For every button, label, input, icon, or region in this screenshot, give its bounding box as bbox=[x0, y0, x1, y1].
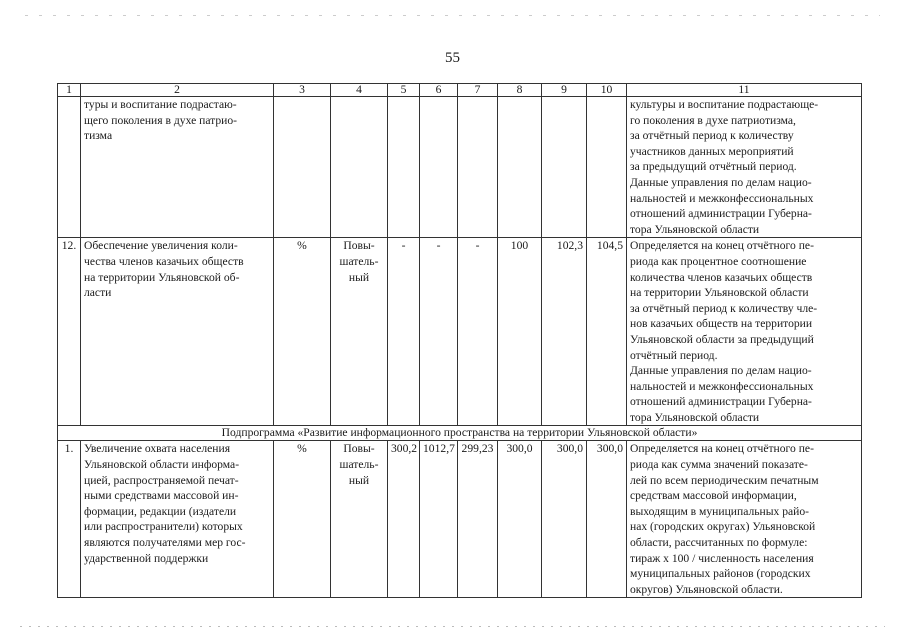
text-line: на территории Ульяновской области bbox=[630, 286, 809, 300]
text-line: тора Ульяновской области bbox=[630, 222, 760, 236]
value-cell: - bbox=[458, 238, 498, 426]
value-cell bbox=[388, 97, 420, 238]
text-line: Повы- bbox=[343, 239, 375, 253]
text-line: го поколения в духе патриотизма, bbox=[630, 113, 796, 127]
text-line: шатель- bbox=[339, 254, 379, 268]
text-line: муниципальных районов (городских bbox=[630, 567, 811, 581]
text-line: на территории Ульяновской об- bbox=[84, 270, 240, 284]
value-cell: 300,0 bbox=[587, 441, 627, 598]
value-cell bbox=[458, 97, 498, 238]
scan-edge bbox=[25, 15, 880, 16]
column-header: 7 bbox=[458, 84, 498, 97]
text-line: ласти bbox=[84, 286, 112, 300]
value-cell: 299,23 bbox=[458, 441, 498, 598]
text-line: Данные управления по делам нацио- bbox=[630, 364, 812, 378]
text-line: Ульяновской области информа- bbox=[84, 458, 240, 472]
text-line: тора Ульяновской области bbox=[630, 410, 760, 424]
text-line: тираж х 100 / численность населения bbox=[630, 551, 814, 565]
text-line: выходящим в муниципальных райо- bbox=[630, 504, 810, 518]
type-cell bbox=[331, 441, 388, 598]
text-line: щего поколения в духе патрио- bbox=[84, 113, 238, 127]
text-line: области, рассчитанных по формуле: bbox=[630, 536, 808, 550]
method-description bbox=[627, 238, 862, 426]
text-line: туры и воспитание подрастаю- bbox=[84, 98, 237, 111]
text-line: ными средствами массовой ин- bbox=[84, 489, 239, 503]
text-line: Ульяновской области за предыдущий bbox=[630, 332, 814, 346]
value-cell: - bbox=[420, 238, 458, 426]
text-line: Увеличение охвата населения bbox=[84, 442, 231, 456]
column-header: 10 bbox=[587, 84, 627, 97]
value-cell: 300,2 bbox=[388, 441, 420, 598]
unit-cell: % bbox=[274, 441, 331, 598]
scan-edge bbox=[20, 626, 885, 627]
column-header: 3 bbox=[274, 84, 331, 97]
column-header: 4 bbox=[331, 84, 388, 97]
text-line: Определяется на конец отчётного пе- bbox=[630, 239, 814, 253]
unit-cell: % bbox=[274, 238, 331, 426]
text-line: ный bbox=[348, 473, 370, 487]
text-line: или распространители) которых bbox=[84, 520, 243, 534]
text-line: отчётный период. bbox=[630, 348, 718, 362]
indicator-name bbox=[81, 441, 274, 598]
method-description bbox=[627, 441, 862, 598]
column-header: 6 bbox=[420, 84, 458, 97]
type-cell bbox=[331, 238, 388, 426]
subprogram-title: Подпрограмма «Развитие информационного пространства на территории Ульяновской области» bbox=[58, 426, 862, 441]
text-line: за предыдущий отчётный период. bbox=[630, 160, 797, 174]
value-cell bbox=[542, 97, 587, 238]
text-line: Данные управления по делам нацио- bbox=[630, 175, 812, 189]
subprogram-row bbox=[58, 426, 862, 441]
text-line: нах (городских округах) Ульяновской bbox=[630, 520, 816, 534]
text-line: средствам массовой информации, bbox=[630, 489, 797, 503]
value-cell: 102,3 bbox=[542, 238, 587, 426]
value-cell bbox=[587, 97, 627, 238]
column-header: 2 bbox=[81, 84, 274, 97]
column-header: 9 bbox=[542, 84, 587, 97]
row-number bbox=[58, 97, 81, 238]
text-line: нов казачьих обществ на территории bbox=[630, 317, 813, 331]
value-cell: - bbox=[388, 238, 420, 426]
text-line: отношений администрации Губерна- bbox=[630, 207, 812, 221]
row-number: 1. bbox=[58, 441, 81, 598]
text-line: Обеспечение увеличения коли- bbox=[84, 239, 238, 253]
text-line: за отчётный период к количеству bbox=[630, 129, 794, 143]
indicator-name bbox=[81, 238, 274, 426]
text-line: ный bbox=[348, 270, 370, 284]
text-line: риода как сумма значений показате- bbox=[630, 458, 808, 472]
row-number: 12. bbox=[58, 238, 81, 426]
text-line: Повы- bbox=[343, 442, 375, 456]
text-line: цией, распространяемой печат- bbox=[84, 473, 239, 487]
text-line: количества членов казачьих обществ bbox=[630, 270, 813, 284]
page-number: 55 bbox=[445, 50, 460, 66]
text-line: участников данных мероприятий bbox=[630, 144, 794, 158]
value-cell bbox=[498, 97, 542, 238]
unit-cell bbox=[274, 97, 331, 238]
value-cell: 104,5 bbox=[587, 238, 627, 426]
header-row bbox=[58, 84, 862, 97]
value-cell: 300,0 bbox=[542, 441, 587, 598]
value-cell: 1012,7 bbox=[420, 441, 458, 598]
column-header: 1 bbox=[58, 84, 81, 97]
text-line: тизма bbox=[84, 129, 113, 143]
indicator-name bbox=[81, 97, 274, 238]
table-row bbox=[58, 441, 862, 598]
value-cell: 100 bbox=[498, 238, 542, 426]
text-line: лей по всем периодическим печатным bbox=[630, 473, 819, 487]
text-line: нальностей и межконфессиональных bbox=[630, 191, 814, 205]
table-row bbox=[58, 97, 862, 238]
text-line: ударственной поддержки bbox=[84, 551, 209, 565]
method-description bbox=[627, 97, 862, 238]
type-cell bbox=[331, 97, 388, 238]
text-line: Определяется на конец отчётного пе- bbox=[630, 442, 814, 456]
column-header: 11 bbox=[627, 84, 862, 97]
text-line: шатель- bbox=[339, 458, 379, 472]
column-header: 5 bbox=[388, 84, 420, 97]
indicator-table bbox=[57, 83, 862, 598]
table-row bbox=[58, 238, 862, 426]
text-line: за отчётный период к количеству чле- bbox=[630, 301, 818, 315]
text-line: отношений администрации Губерна- bbox=[630, 395, 812, 409]
value-cell bbox=[420, 97, 458, 238]
text-line: нальностей и межконфессиональных bbox=[630, 379, 814, 393]
text-line: культуры и воспитание подрастающе- bbox=[630, 98, 819, 111]
text-line: формации, редакции (издатели bbox=[84, 504, 237, 518]
text-line: являются получателями мер гос- bbox=[84, 536, 246, 550]
value-cell: 300,0 bbox=[498, 441, 542, 598]
text-line: чества членов казачьих обществ bbox=[84, 254, 244, 268]
text-line: риода как процентное соотношение bbox=[630, 254, 807, 268]
text-line: округов) Ульяновской области. bbox=[630, 582, 783, 596]
column-header: 8 bbox=[498, 84, 542, 97]
